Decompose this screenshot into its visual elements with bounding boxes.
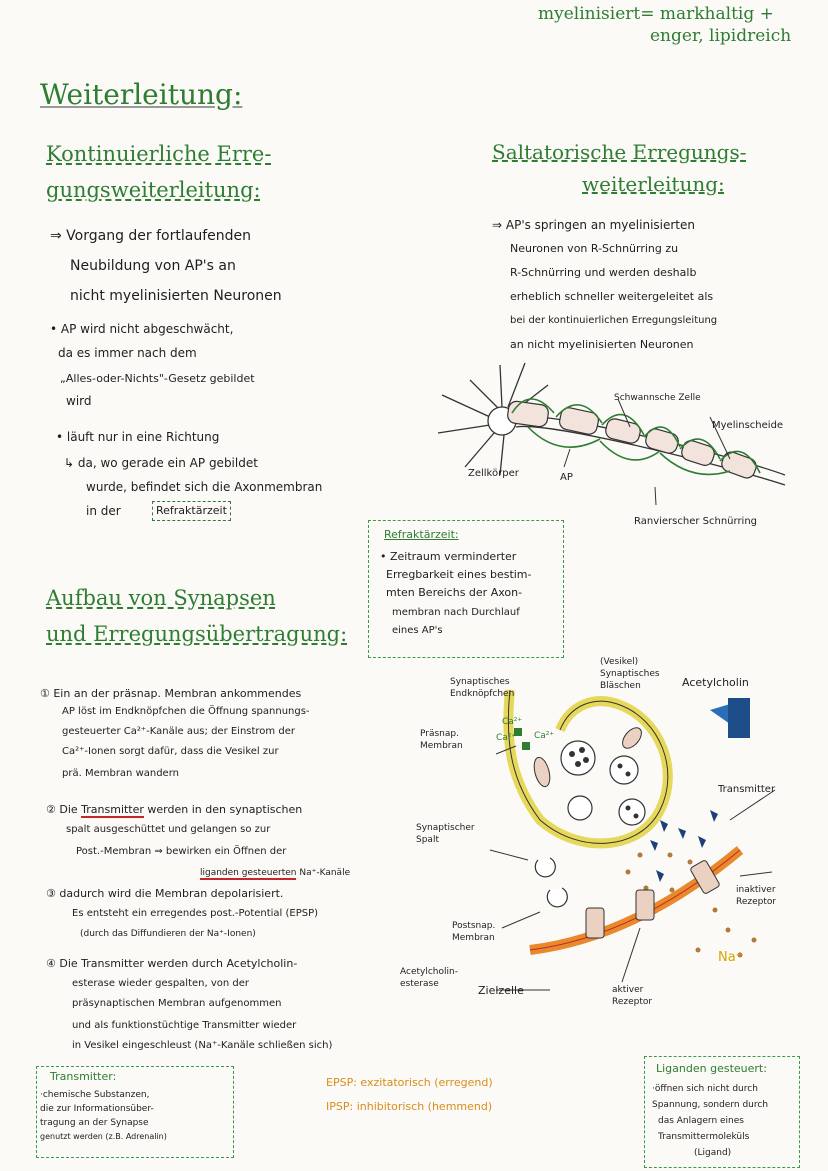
- ipsp-line: IPSP: inhibitorisch (hemmend): [326, 1100, 493, 1113]
- label-endknoepfchen: Synaptisches Endknöpfchen: [450, 677, 515, 699]
- step2-line3: [200, 864, 350, 882]
- saltatorisch-heading-1: Saltatorische Erregungs-: [492, 140, 747, 164]
- label-ranvier: Ranvierscher Schnürring: [634, 516, 758, 527]
- label-inaktiver: inaktiver Rezeptor: [736, 885, 777, 907]
- liganden-box-line2: Spannung, sondern durch: [652, 1100, 769, 1110]
- salt-p1-line6: an nicht myelinisierten Neuronen: [510, 338, 694, 351]
- refraktaer-box-line5: eines AP's: [392, 625, 443, 636]
- page-title: Weiterleitung:: [40, 78, 243, 111]
- kont-p3-line3: wurde, befindet sich die Axonmembran: [86, 480, 323, 494]
- step2-pre: ② Die: [46, 803, 78, 816]
- epsp-line: EPSP: exzitatorisch (erregend): [326, 1076, 493, 1089]
- salt-p1-line5: bei der kontinuierlichen Erregungsleitung: [510, 315, 718, 326]
- step4-line5: in Vesikel eingeschleust (Na⁺-Kanäle schließen sich): [72, 1040, 333, 1051]
- label-acetylcholin: Acetylcholin: [682, 676, 749, 689]
- step4-line1: ④ Die Transmitter werden durch Acetylcholin-: [46, 957, 298, 970]
- transmitter-box-line1: ·chemische Substanzen,: [40, 1090, 150, 1100]
- label-vesikel: (Vesikel) Synaptisches Bläschen: [600, 657, 660, 691]
- label-aktiver: aktiver Rezeptor: [612, 985, 653, 1007]
- kont-p3-line1: • läuft nur in eine Richtung: [56, 430, 220, 444]
- transmitter-box-line4: genutzt werden (z.B. Adrenalin): [40, 1132, 167, 1141]
- label-esterase: Acetylcholin-esterase: [400, 967, 458, 989]
- kont-p2-line3: „Alles-oder-Nichts"-Gesetz gebildet: [60, 372, 255, 385]
- label-schwann: Schwannsche Zelle: [614, 393, 701, 403]
- ca-label-3: Ca²⁺: [534, 731, 555, 741]
- kont-p3-line2: ↳ da, wo gerade ein AP gebildet: [64, 456, 258, 470]
- step2-post: werden in den synaptischen: [147, 803, 303, 816]
- step3-line2: Es entsteht ein erregendes post.-Potential (EPSP): [72, 908, 319, 919]
- liganden-box-line5: (Ligand): [694, 1148, 732, 1158]
- step4-line3: präsynaptischen Membran aufgenommen: [72, 998, 282, 1009]
- label-postsnap: Postsnap. Membran: [452, 921, 496, 943]
- label-spalt: Synaptischer Spalt: [416, 823, 475, 845]
- salt-p1-line3: R-Schnürring und werden deshalb: [510, 266, 697, 279]
- step2-line1: spalt ausgeschüttet und gelangen so zur: [66, 824, 271, 835]
- kontinuierlich-heading-2: gungsweiterleitung:: [46, 178, 261, 202]
- top-note-line1: myelinisiert= markhaltig +: [538, 4, 774, 24]
- liganden-box-heading: Liganden gesteuert:: [656, 1062, 767, 1075]
- refraktaer-box-line1: • Zeitraum verminderter: [380, 550, 517, 563]
- step4-line2: esterase wieder gespalten, von der: [72, 978, 250, 989]
- step2-line0: [46, 800, 302, 820]
- step1-line1: ① Ein an der präsnap. Membran ankommendes: [40, 687, 302, 700]
- step4-line4: und als funktionstüchtige Transmitter wieder: [72, 1020, 297, 1031]
- kont-p1-line3: nicht myelinisierten Neuronen: [70, 288, 282, 304]
- kont-p1-line1: ⇒ Vorgang der fortlaufenden: [50, 228, 251, 244]
- salt-p1-line2: Neuronen von R-Schnürring zu: [510, 242, 679, 255]
- step2-liganden: liganden gesteuerten: [200, 868, 297, 878]
- step2-line2: Post.-Membran ⇒ bewirken ein Öffnen der: [76, 846, 287, 857]
- step1-line4: Ca²⁺-Ionen sorgt dafür, dass die Vesikel zur: [62, 746, 279, 757]
- neuron-diagram: [430, 355, 810, 535]
- refraktaer-box-line3: mten Bereichs der Axon-: [386, 586, 523, 599]
- salt-p1-line4: erheblich schneller weitergeleitet als: [510, 290, 714, 303]
- kont-p2-line1: • AP wird nicht abgeschwächt,: [50, 322, 234, 336]
- top-note-line2: enger, lipidreich: [650, 26, 792, 46]
- salt-p1-line1: ⇒ AP's springen an myelinisierten: [492, 218, 695, 232]
- step3-line3: (durch das Diffundieren der Na⁺-Ionen): [80, 929, 256, 939]
- step3-line1: ③ dadurch wird die Membran depolarisiert.: [46, 887, 284, 900]
- synapsen-heading-1: Aufbau von Synapsen: [46, 586, 276, 610]
- label-praesnap: Präsnap. Membran: [420, 729, 463, 751]
- step2-na: Na⁺-Kanäle: [299, 868, 351, 878]
- label-na: Na⁺: [718, 950, 743, 965]
- ca-label-1: Ca²⁺: [502, 717, 523, 727]
- label-ap: AP: [560, 472, 573, 483]
- kont-p1-line2: Neubildung von AP's an: [70, 258, 236, 274]
- transmitter-box-line2: die zur Informationsüber-: [40, 1104, 154, 1114]
- saltatorisch-heading-2: weiterleitung:: [582, 172, 725, 196]
- kontinuierlich-heading-1: Kontinuierliche Erre-: [46, 142, 272, 166]
- step1-line3: gesteuerter Ca²⁺-Kanäle aus; der Einstrom der: [62, 726, 295, 737]
- step2-transmitter-word: Transmitter: [81, 803, 144, 816]
- label-transmitter: Transmitter: [718, 784, 776, 795]
- transmitter-box-heading: Transmitter:: [50, 1070, 117, 1083]
- step1-line2: AP löst im Endknöpfchen die Öffnung spannungs-: [62, 706, 310, 717]
- label-zielzelle: Zielzelle: [478, 984, 524, 997]
- refraktaer-box-line4: membran nach Durchlauf: [392, 607, 520, 618]
- kont-p2-line2: da es immer nach dem: [58, 346, 197, 360]
- refraktaer-word: Refraktärzeit: [152, 501, 231, 521]
- kont-p3-line4: in der: [86, 504, 121, 518]
- liganden-box-line4: Transmittermoleküls: [658, 1132, 750, 1142]
- synapsen-heading-2: und Erregungsübertragung:: [46, 622, 348, 646]
- refraktaer-box-line2: Erregbarkeit eines bestim-: [386, 568, 532, 581]
- ca-label-2: Ca²⁺: [496, 733, 517, 743]
- label-zellkoerper: Zellkörper: [468, 468, 519, 479]
- kont-p2-line4: wird: [66, 394, 92, 408]
- liganden-box-line1: ·öffnen sich nicht durch: [652, 1084, 758, 1094]
- step1-line5: prä. Membran wandern: [62, 768, 179, 779]
- liganden-box-line3: das Anlagern eines: [658, 1116, 744, 1126]
- refraktaer-box-heading: Refraktärzeit:: [384, 528, 459, 541]
- transmitter-box-line3: tragung an der Synapse: [40, 1118, 149, 1128]
- label-myelin: Myelinscheide: [712, 420, 784, 431]
